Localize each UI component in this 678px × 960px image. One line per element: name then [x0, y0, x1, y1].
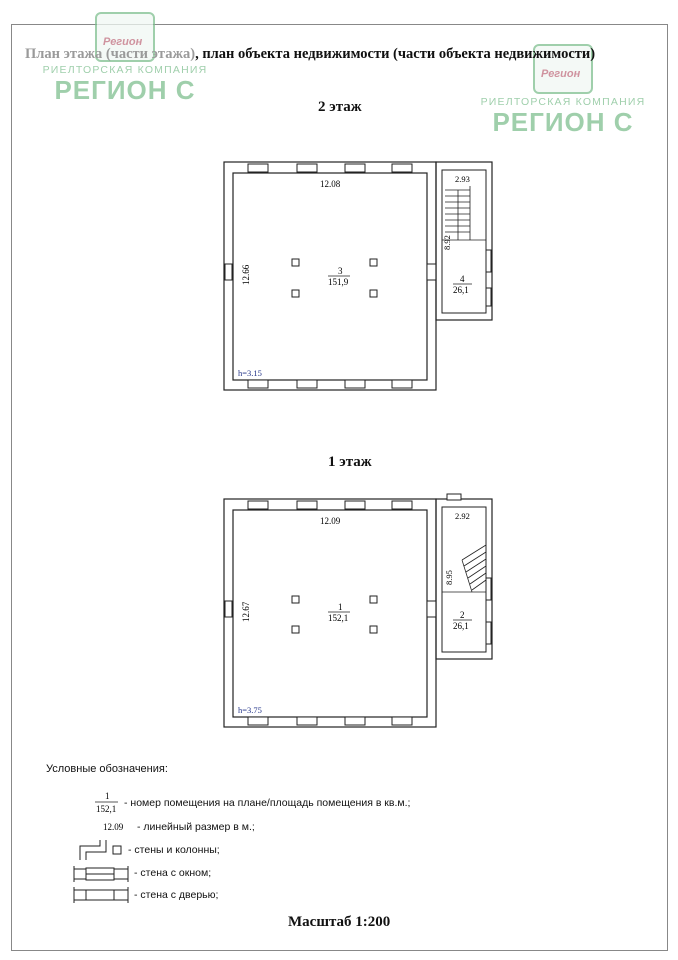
floor2-height-dim: 12.66: [241, 264, 251, 285]
header-main-text: , план объекта недвижимости (части объекта недвижимости): [195, 46, 596, 62]
floor2-annex-room-area: 26,1: [453, 285, 469, 295]
floor2-height-mark: h=3.15: [238, 368, 262, 378]
floor2-annex-height: 8.92: [442, 235, 452, 250]
header-faded-text: План этажа (части этажа): [25, 46, 196, 62]
floor1-width-dim: 12.09: [320, 516, 341, 526]
logo-watermark-right: Регион РИЕЛТОРСКАЯ КОМПАНИЯ РЕГИОН С: [478, 44, 648, 136]
logo-badge: Регион: [95, 12, 155, 62]
legend-window-desc: - стена с окном;: [134, 867, 212, 879]
walls-symbol: [80, 840, 121, 860]
floor2-room-area: 151,9: [328, 277, 349, 287]
scale-label: Масштаб 1:200: [288, 914, 391, 930]
floor1-height-dim: 12.67: [241, 601, 251, 622]
floor1-annex-width: 2.92: [455, 511, 470, 521]
floor2-width-dim: 12.08: [320, 179, 341, 189]
floor2-title: 2 этаж: [318, 99, 362, 115]
legend-dim-desc: - линейный размер в м.;: [137, 821, 255, 833]
floor1-annex-height: 8.95: [444, 570, 454, 585]
legend-sample-dim: 12.09: [103, 822, 124, 832]
floor1-height-mark: h=3.75: [238, 705, 262, 715]
legend-room-desc: - номер помещения на плане/площадь помещения в кв.м.;: [124, 797, 411, 809]
floor1-annex-room-area: 26,1: [453, 621, 469, 631]
floor1-title: 1 этаж: [328, 454, 372, 470]
door-symbol: [74, 887, 128, 903]
legend-sample-number: 1: [105, 791, 110, 801]
floor1-room-number: 1: [338, 602, 343, 612]
floor1-annex-room-number: 2: [460, 610, 465, 620]
floor2-annex-room-number: 4: [460, 274, 465, 284]
floor1-room-area: 152,1: [328, 613, 349, 623]
floor2-annex-width: 2.93: [455, 174, 470, 184]
logo-watermark-left: Регион РИЕЛТОРСКАЯ КОМПАНИЯ РЕГИОН С: [40, 12, 210, 104]
legend-title: Условные обозначения:: [46, 763, 168, 775]
legend-walls-desc: - стены и колонны;: [128, 844, 220, 856]
legend-door-desc: - стена с дверью;: [134, 889, 219, 901]
window-symbol: [74, 866, 128, 882]
logo-badge: Регион: [533, 44, 593, 94]
legend-sample-area: 152,1: [96, 804, 117, 814]
floor2-room-number: 3: [338, 266, 343, 276]
